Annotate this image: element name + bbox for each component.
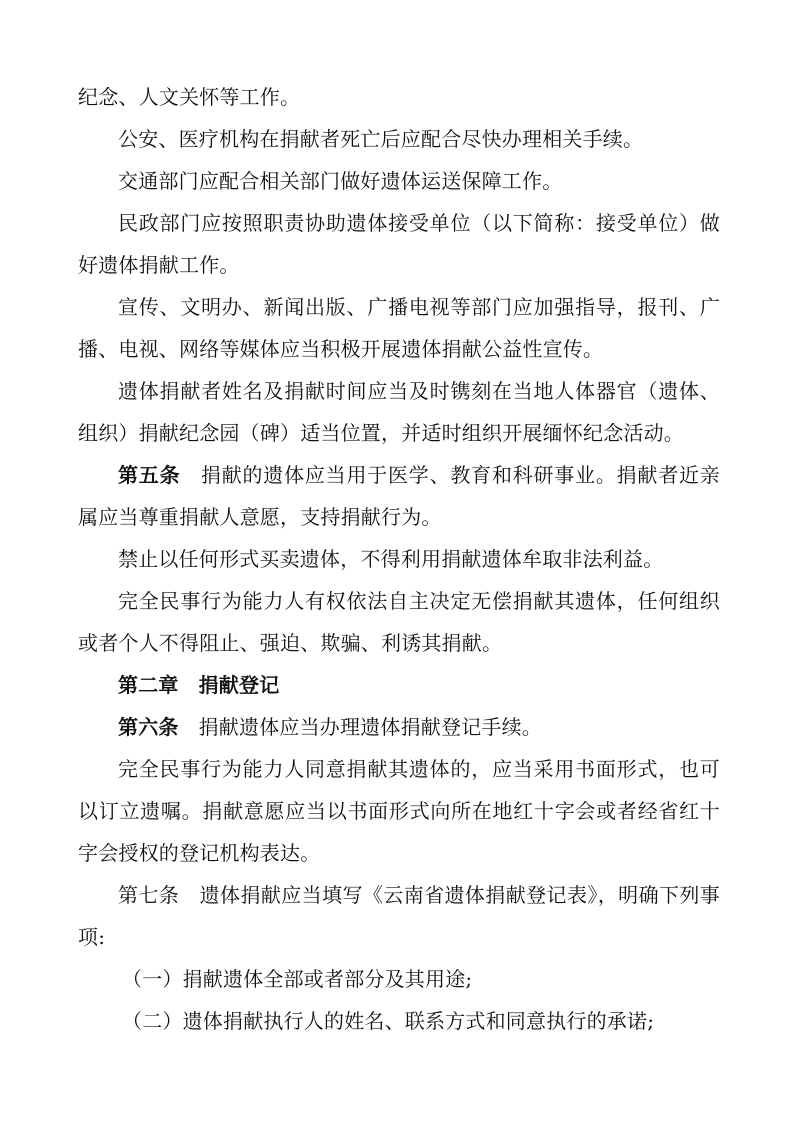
paragraph	[78, 160, 720, 202]
chapter-heading	[78, 664, 720, 706]
paragraph-text: 完全民事行为能力人有权依法自主决定无偿捐献其遗体，任何组织或者个人不得阻止、强迫、欺骗、利诱其捐献。	[78, 589, 720, 655]
document-body	[78, 76, 720, 1042]
list-item-text: （一）捐献遗体全部或者部分及其用途;	[122, 967, 473, 991]
paragraph-text: 第七条 遗体捐献应当填写《云南省遗体捐献登记表》，明确下列事项:	[78, 883, 720, 949]
paragraph	[78, 538, 720, 580]
paragraph	[78, 580, 720, 664]
paragraph-text: 交通部门应配合相关部门做好遗体运送保障工作。	[118, 169, 563, 193]
paragraph	[78, 118, 720, 160]
list-item	[78, 1000, 720, 1042]
paragraph-text: 纪念、人文关怀等工作。	[78, 85, 301, 109]
article-paragraph	[78, 454, 720, 538]
chapter-title: 捐献登记	[198, 673, 280, 697]
paragraph	[78, 286, 720, 370]
paragraph-text: 完全民事行为能力人同意捐献其遗体的，应当采用书面形式，也可以订立遗嘱。捐献意愿应当以书面形式向所在地红十字会或者经省红十字会授权的登记机构表达。	[78, 757, 720, 865]
paragraph	[78, 370, 720, 454]
paragraph-text: 捐献的遗体应当用于医学、教育和科研事业。捐献者近亲属应当尊重捐献人意愿，支持捐献行为。	[78, 463, 720, 529]
article-heading: 第五条	[118, 463, 181, 487]
list-item-text: （二）遗体捐献执行人的姓名、联系方式和同意执行的承诺;	[122, 1009, 655, 1033]
paragraph	[78, 76, 720, 118]
chapter-number: 第二章	[118, 673, 179, 697]
article-paragraph	[78, 706, 720, 748]
article-heading: 第六条	[118, 715, 179, 739]
paragraph	[78, 748, 720, 874]
paragraph-text: 捐献遗体应当办理遗体捐献登记手续。	[198, 715, 543, 739]
paragraph	[78, 202, 720, 286]
paragraph-text: 公安、医疗机构在捐献者死亡后应配合尽快办理相关手续。	[118, 127, 644, 151]
paragraph-text: 遗体捐献者姓名及捐献时间应当及时镌刻在当地人体器官（遗体、组织）捐献纪念园（碑）适当位置，并适时组织开展缅怀纪念活动。	[78, 379, 720, 445]
list-item	[78, 958, 720, 1000]
paragraph-text: 禁止以任何形式买卖遗体，不得利用捐献遗体牟取非法利益。	[118, 547, 664, 571]
paragraph-text: 宣传、文明办、新闻出版、广播电视等部门应加强指导，报刊、广播、电视、网络等媒体应当积极开展遗体捐献公益性宣传。	[78, 295, 720, 361]
paragraph-text: 民政部门应按照职责协助遗体接受单位（以下简称：接受单位）做好遗体捐献工作。	[78, 211, 720, 277]
article-paragraph	[78, 874, 720, 958]
